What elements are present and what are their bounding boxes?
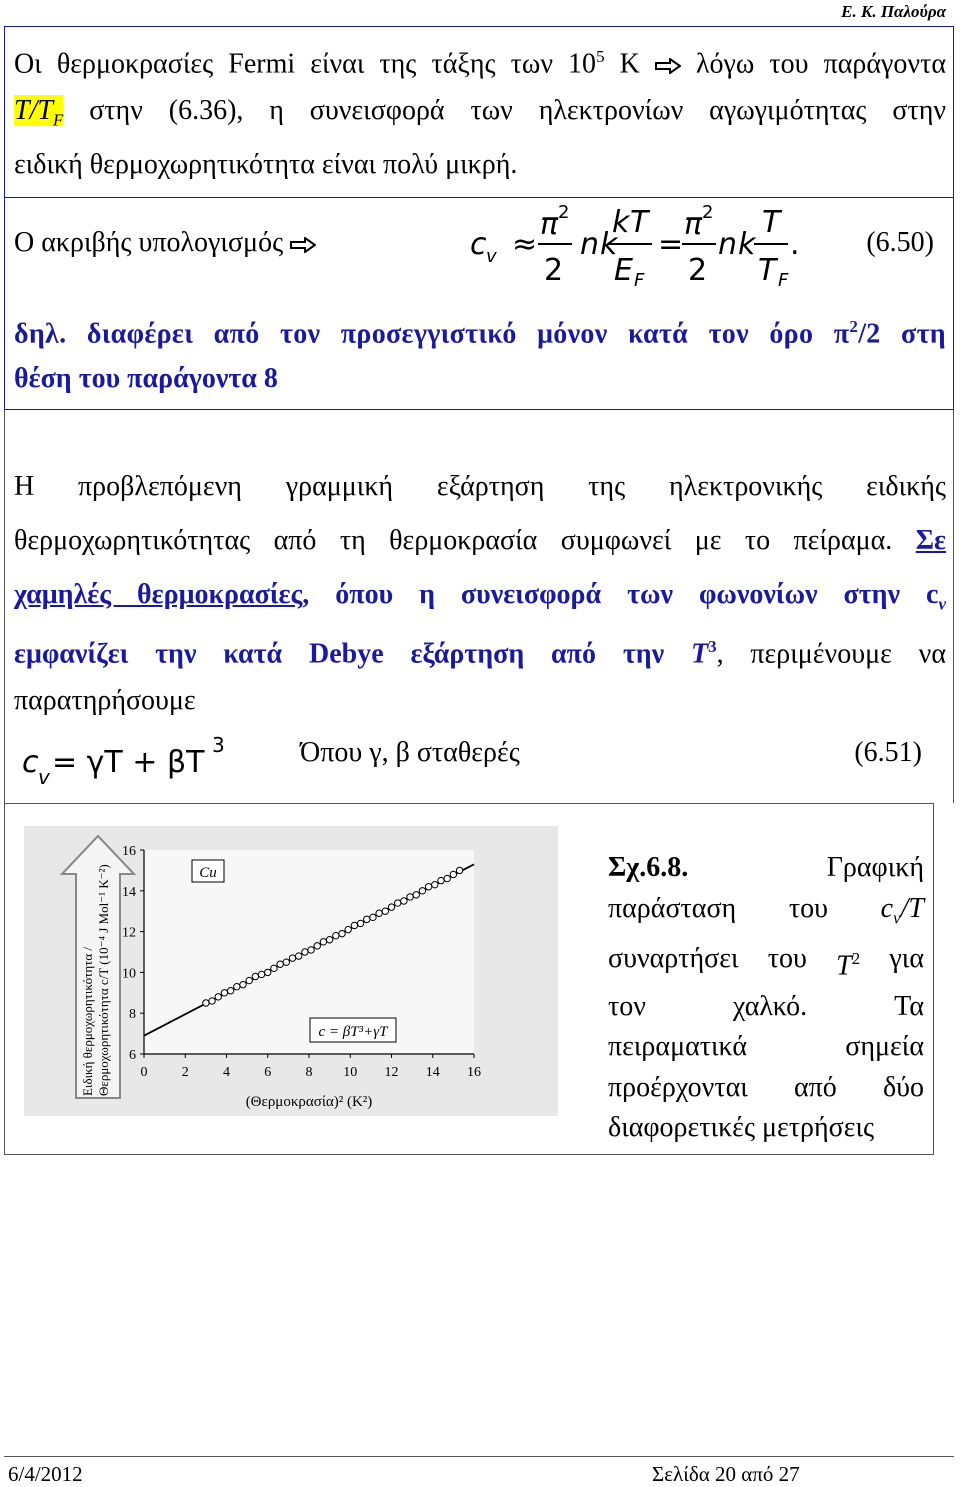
svg-text:c: c xyxy=(22,745,39,780)
figure-caption: Σχ.6.8. Γραφική παράσταση του $c_v/T$ συναρτήσει του $T^2$ για τον χαλκό. Τα πειραματικά σημεία προέρχονται από δύο διαφορετικές μετρήσεις xyxy=(608,852,924,1144)
data-point xyxy=(308,947,314,953)
box-divider xyxy=(4,197,954,198)
svg-text:F: F xyxy=(778,270,789,288)
svg-text:≈: ≈ xyxy=(512,227,538,262)
footer-divider xyxy=(4,1456,954,1457)
svg-text:3: 3 xyxy=(212,733,225,757)
x-tick-label: 14 xyxy=(425,1065,440,1080)
x-tick-label: 6 xyxy=(264,1065,272,1080)
svg-text:k: k xyxy=(738,227,756,262)
data-point xyxy=(351,922,357,928)
data-point xyxy=(438,877,444,883)
x-tick-label: 2 xyxy=(181,1065,189,1080)
data-point xyxy=(357,920,363,926)
data-point xyxy=(370,914,376,920)
data-point xyxy=(425,884,431,890)
paragraph2-line-1: Η προβλεπόμενη γραμμική εξάρτηση της ηλεκτρονικής ειδικής xyxy=(14,471,946,502)
data-point xyxy=(333,932,339,938)
data-point xyxy=(407,894,413,900)
data-point xyxy=(401,898,407,904)
data-point xyxy=(252,973,258,979)
formula-label: c = βT³+γT xyxy=(318,1024,388,1040)
x-tick-label: 4 xyxy=(223,1065,230,1080)
y-tick-label: 8 xyxy=(129,1007,136,1023)
svg-text:T: T xyxy=(758,253,777,288)
arrow-right-icon xyxy=(290,227,316,258)
equation-6-51-where: Όπου γ, β σταθερές xyxy=(300,737,520,768)
y-tick-label: 12 xyxy=(122,925,136,941)
data-point xyxy=(203,1000,209,1006)
highlight-t-tf: $T/T_F$ xyxy=(14,95,64,130)
svg-text:E: E xyxy=(614,253,633,288)
equation-6-51 xyxy=(18,732,238,792)
svg-text:2: 2 xyxy=(544,253,564,288)
data-point xyxy=(258,971,264,977)
data-point xyxy=(432,881,438,887)
ylabel-line-1: Ειδική θερμοχωρητικότητα / xyxy=(80,946,95,1096)
paragraph2-line-5: παρατηρήσουμε xyxy=(14,685,196,716)
svg-text:v: v xyxy=(486,246,497,267)
y-tick-label: 10 xyxy=(122,966,136,982)
data-point xyxy=(246,977,252,983)
paragraph-line-1: Οι θερμοκρασίες Fermi είναι της τάξης των $10^5$ K λόγω του παράγοντα xyxy=(14,47,946,80)
x-tick-label: 16 xyxy=(467,1065,481,1080)
y-tick-label: 16 xyxy=(122,844,136,859)
paragraph2-line-4: εμφανίζει την κατά Debye εξάρτηση από την $T^3$, περιμένουμε να xyxy=(14,637,946,670)
svg-text:2: 2 xyxy=(558,202,570,223)
footer-date: 6/4/2012 xyxy=(8,1462,83,1486)
svg-text:2: 2 xyxy=(688,253,708,288)
data-point xyxy=(413,892,419,898)
ylabel-line-2: Θερμοχωρητικότητα c/T (10⁻⁴ J Mol⁻¹ K⁻²) xyxy=(96,864,111,1096)
data-point xyxy=(345,926,351,932)
svg-text:F: F xyxy=(634,270,645,288)
data-point xyxy=(376,910,382,916)
equation-number-6-50: (6.50) xyxy=(866,227,934,258)
data-point xyxy=(265,969,271,975)
svg-text:n: n xyxy=(580,227,600,262)
paragraph-line-2: $T/T_F$ στην (6.36), η συνεισφορά των ηλεκτρονίων αγωγιμότητας στην xyxy=(14,95,946,130)
data-point xyxy=(221,990,227,996)
svg-text:=: = xyxy=(658,227,684,262)
data-point xyxy=(419,888,425,894)
paragraph2-line-3: χαμηλές θερμοκρασίες, όπου η συνεισφορά των φωνονίων στην $c_v$ xyxy=(14,579,946,614)
data-point xyxy=(271,965,277,971)
paragraph2-line-2: θερμοχωρητικότητας από τη θερμοκρασία συμφωνεί με το πείραμα. Σε xyxy=(14,525,946,556)
svg-text:.: . xyxy=(790,227,800,262)
data-point xyxy=(289,955,295,961)
svg-text:2: 2 xyxy=(702,202,714,223)
x-tick-label: 12 xyxy=(384,1065,399,1080)
svg-text:k: k xyxy=(600,227,618,262)
data-point xyxy=(283,959,289,965)
data-point xyxy=(277,961,283,967)
data-point xyxy=(234,983,240,989)
cu-heat-capacity-chart xyxy=(24,826,558,1116)
data-point xyxy=(314,943,320,949)
svg-text:π: π xyxy=(540,207,559,242)
x-axis-label: (Θερμοκρασία)² (K²) xyxy=(245,1094,373,1110)
paragraph-line-6: θέση του παράγοντα 8 xyxy=(14,363,278,394)
author-header: Ε. Κ. Παλούρα xyxy=(841,2,946,21)
data-point xyxy=(450,871,456,877)
data-point xyxy=(227,988,233,994)
data-point xyxy=(240,981,246,987)
x-tick-label: 8 xyxy=(305,1065,313,1080)
data-point xyxy=(209,998,215,1004)
svg-text:= γT + βT: = γT + βT xyxy=(52,745,205,780)
data-point xyxy=(456,867,462,873)
paragraph-line-4: Ο ακριβής υπολογισμός xyxy=(14,226,316,260)
paragraph-line-5: δηλ. διαφέρει από τον προσεγγιστικό μόνον κατά τον όρο $\pi^2/2$ στη xyxy=(14,317,946,350)
data-point xyxy=(326,937,332,943)
equation-number-6-51: (6.51) xyxy=(854,737,922,768)
x-tick-label: 0 xyxy=(140,1065,148,1080)
data-point xyxy=(302,949,308,955)
data-point xyxy=(320,939,326,945)
data-point xyxy=(364,916,370,922)
data-point xyxy=(394,900,400,906)
svg-text:π: π xyxy=(684,207,703,242)
equation-6-50 xyxy=(462,200,802,288)
svg-text:c: c xyxy=(470,227,487,262)
footer-page-number: Σελίδα 20 από 27 xyxy=(652,1462,800,1486)
y-tick-label: 6 xyxy=(129,1048,136,1063)
data-point xyxy=(339,930,345,936)
data-point xyxy=(382,908,388,914)
paragraph-line-3: ειδική θερμοχωρητικότητα είναι πολύ μικρή. xyxy=(14,149,518,180)
x-tick-label: 10 xyxy=(343,1065,358,1080)
svg-text:T: T xyxy=(630,205,649,240)
data-point xyxy=(388,904,394,910)
y-tick-label: 14 xyxy=(122,884,136,900)
data-point xyxy=(444,875,450,881)
arrow-right-icon xyxy=(655,48,681,79)
svg-text:T: T xyxy=(762,205,781,240)
data-point xyxy=(295,953,301,959)
cu-label: Cu xyxy=(199,865,217,881)
svg-text:v: v xyxy=(38,765,50,789)
svg-text:k: k xyxy=(612,205,630,240)
svg-text:n: n xyxy=(718,227,738,262)
data-point xyxy=(215,994,221,1000)
